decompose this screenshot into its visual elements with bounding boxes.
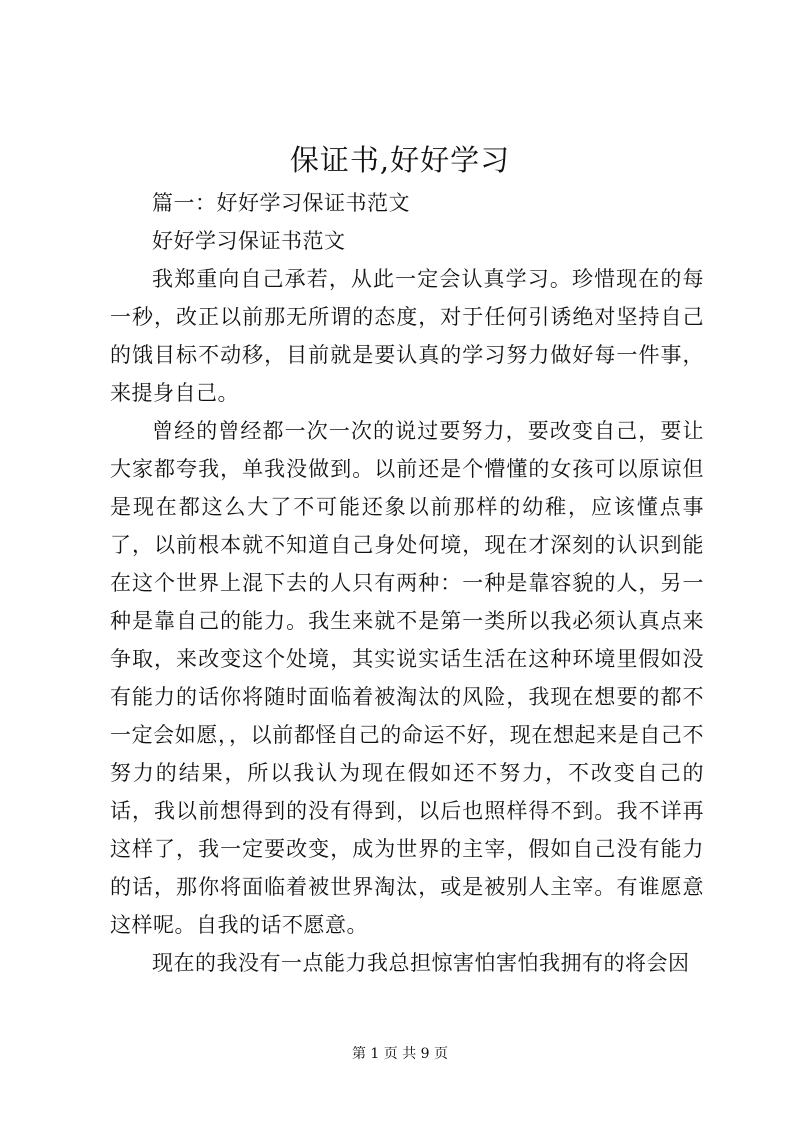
page-number: 第 1 页 共 9 页: [351, 1046, 449, 1062]
page-footer: [0, 1044, 800, 1064]
paragraph: 曾经的曾经都一次一次的说过要努力，要改变自己，要让大家都夸我，单我没做到。以前还是个懵懂的女孩可以原谅但是现在都这么大了不可能还象以前那样的幼稚，应该懂点事了，以前根本就不知道自己身处何境，现在才深刻的认识到能在这个世界上混下去的人只有两种：一种是靠容貌的人，另一种是靠自己的能力。我生来就不是第一类所以我必须认真点来争取，来改变这个处境，其实说实话生活在这种环境里假如没有能力的话你将随时面临着被淘汰的风险，我现在想要的都不一定会如愿，，以前都怪自己的命运不好，现在想起来是自己不努力的结果，所以我认为现在假如还不努力，不改变自己的话，我以前想得到的没有得到，以后也照样得不到。我不详再这样了，我一定要改变，成为世界的主宰，假如自己没有能力的话，那你将面临着被世界淘汰，或是被别人主宰。有谁愿意这样呢。自我的话不愿意。: [110, 419, 704, 937]
section-heading: 篇一：好好学习保证书范文: [152, 191, 410, 215]
paragraph: 我郑重向自己承若，从此一定会认真学习。珍惜现在的每一秒，改正以前那无所谓的态度，对于任何引诱绝对坚持自己的饿目标不动移，目前就是要认真的学习努力做好每一件事，来提身自己。: [110, 267, 704, 405]
paragraph: 现在的我没有一点能力我总担惊害怕害怕我拥有的将会因: [152, 951, 690, 975]
document-body: [110, 184, 704, 982]
page-title: 保证书,好好学习: [289, 143, 511, 177]
subtitle: 好好学习保证书范文: [152, 229, 346, 253]
